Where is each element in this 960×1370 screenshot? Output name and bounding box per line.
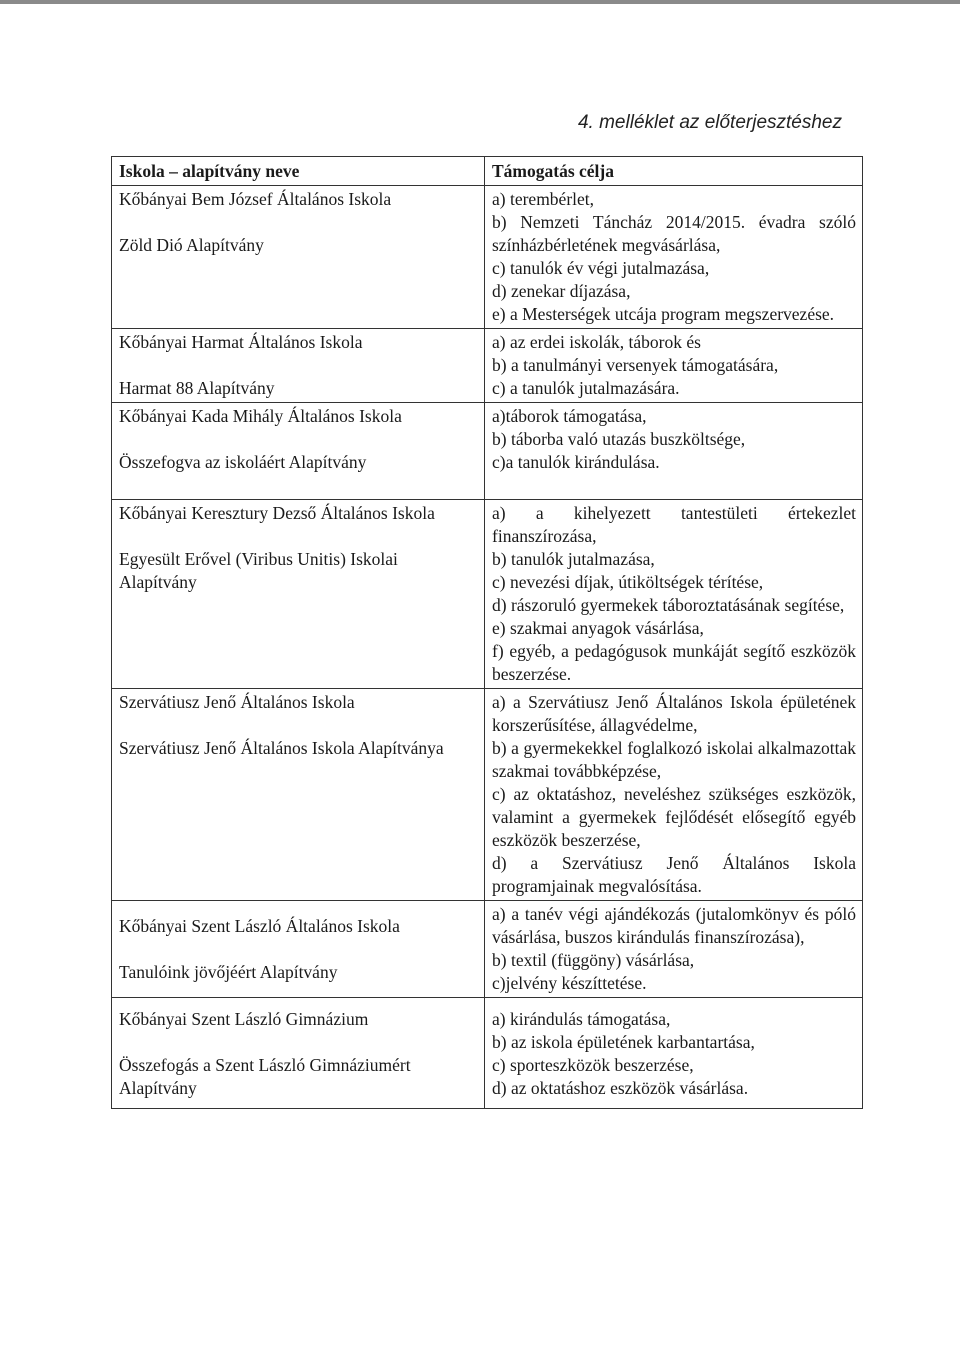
school-cell [112, 329, 485, 403]
purpose-item: f) egyéb, a pedagógusok munkáját segítő eszközök beszerzése. [492, 641, 856, 684]
school-name: Kőbányai Bem József Általános Iskola [119, 189, 392, 209]
top-border-line [0, 0, 960, 4]
purpose-cell [485, 901, 863, 998]
school-name: Szervátiusz Jenő Általános Iskola [119, 692, 355, 712]
purpose-cell [485, 998, 863, 1109]
school-cell [112, 689, 485, 901]
foundation-name: Tanulóink jövőjéért Alapítvány [119, 961, 338, 982]
foundation-name: Összefogva az iskoláért Alapítvány [119, 452, 367, 472]
purpose-item: b) Nemzeti Táncház 2014/2015. évadra szóló színházbérletének megvásárlása, [492, 212, 856, 255]
purpose-item: a) a Szervátiusz Jenő Általános Iskola épületének korszerűsítése, állagvédelme, [492, 692, 856, 735]
foundation-name: Szervátiusz Jenő Általános Iskola Alapítványa [119, 738, 444, 758]
header-support-purpose: Támogatás célja [485, 157, 863, 186]
purpose-cell [485, 500, 863, 689]
school-cell [112, 500, 485, 689]
school-name: Kőbányai Kada Mihály Általános Iskola [119, 406, 402, 426]
purpose-item: d) rászoruló gyermekek táboroztatásának segítése, [492, 595, 845, 615]
table-header-row [112, 157, 863, 186]
purpose-item: b) a gyermekekkel foglalkozó iskolai alkalmazottak szakmai továbbképzése, [492, 738, 856, 781]
purpose-item: b) az iskola épületének karbantartása, [492, 1032, 755, 1052]
purpose-cell [485, 186, 863, 329]
purpose-item: a) a tanév végi ajándékozás (jutalomkönyv és póló vásárlása, buszos kirándulás finanszírozása), [492, 904, 856, 947]
purpose-cell [485, 689, 863, 901]
purpose-item: b) táborba való utazás buszköltsége, [492, 429, 746, 449]
purpose-item: c) nevezési díjak, útiköltségek térítése, [492, 572, 764, 592]
table-row [112, 901, 863, 998]
purpose-cell [485, 329, 863, 403]
table-row [112, 500, 863, 689]
purpose-item: b) tanulók jutalmazása, [492, 549, 655, 569]
purpose-item: c)a tanulók kirándulása. [492, 452, 660, 472]
purpose-cell [485, 403, 863, 500]
purpose-item: a)táborok támogatása, [492, 406, 647, 426]
purpose-item: a) terembérlet, [492, 189, 595, 209]
foundation-name: Összefogás a Szent László Gimnáziumért Alapítvány [119, 1055, 411, 1098]
foundation-name: Egyesült Erővel (Viribus Unitis) Iskolai Alapítvány [119, 549, 398, 592]
purpose-item: c) tanulók év végi jutalmazása, [492, 258, 710, 278]
table-row [112, 689, 863, 901]
foundation-name: Zöld Dió Alapítvány [119, 235, 264, 255]
purpose-item: b) a tanulmányi versenyek támogatására, [492, 355, 779, 375]
header-school-foundation: Iskola – alapítvány neve [112, 157, 485, 186]
table-row [112, 998, 863, 1109]
school-cell [112, 403, 485, 500]
table-row [112, 403, 863, 500]
school-name: Kőbányai Szent László Gimnázium [119, 1009, 369, 1029]
purpose-item: c) sporteszközök beszerzése, [492, 1055, 694, 1075]
table-row [112, 329, 863, 403]
school-name: Kőbányai Keresztury Dezső Általános Iskola [119, 503, 435, 523]
foundation-support-table [111, 156, 863, 1109]
purpose-item: a) a kihelyezett tantestületi értekezlet finanszírozása, [492, 503, 856, 546]
school-name: Kőbányai Harmat Általános Iskola [119, 332, 363, 352]
purpose-item: d) az oktatáshoz eszközök vásárlása. [492, 1078, 749, 1098]
purpose-item: a) az erdei iskolák, táborok és [492, 332, 701, 352]
foundation-name: Harmat 88 Alapítvány [119, 378, 275, 398]
purpose-item: a) kirándulás támogatása, [492, 1009, 671, 1029]
table-row [112, 186, 863, 329]
school-cell [112, 998, 485, 1109]
school-cell [112, 186, 485, 329]
purpose-item: c) az oktatáshoz, neveléshez szükséges eszközök, valamint a gyermekek fejlődését elősegítő egyéb eszközök beszerzése, [492, 784, 856, 850]
purpose-item: e) a Mesterségek utcája program megszervezése. [492, 304, 835, 324]
school-name: Kőbányai Szent László Általános Iskola [119, 915, 400, 936]
purpose-item: d) zenekar díjazása, [492, 281, 631, 301]
purpose-item: b) textil (függöny) vásárlása, [492, 950, 695, 970]
annex-title: 4. melléklet az előterjesztéshez [577, 112, 842, 133]
purpose-item: e) szakmai anyagok vásárlása, [492, 618, 704, 638]
purpose-item: c)jelvény készíttetése. [492, 973, 647, 993]
purpose-item: c) a tanulók jutalmazására. [492, 378, 680, 398]
purpose-item: d) a Szervátiusz Jenő Általános Iskola programjainak megvalósítása. [492, 853, 856, 896]
school-cell [112, 901, 485, 998]
